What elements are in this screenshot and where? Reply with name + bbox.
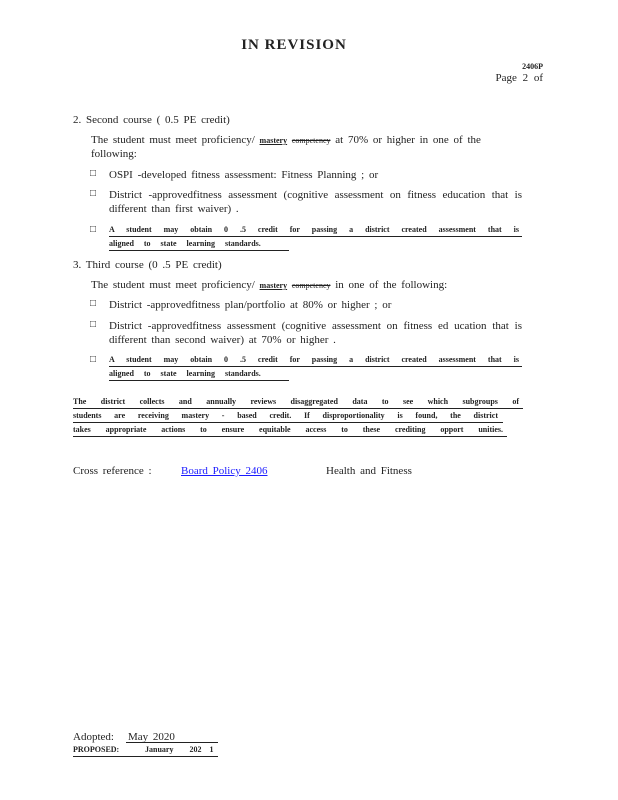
bullet-icon: □ <box>90 224 97 235</box>
intro-text-end: in one of the following: <box>335 279 448 291</box>
third-course-heading: 3. Third course (0 .5 PE credit) <box>73 259 222 271</box>
underline-rule <box>109 380 289 381</box>
underline-rule <box>73 436 507 437</box>
third-bullet-3: A student may obtain 0 .5 credit for passing a district created assessment that is <box>109 355 519 364</box>
bullet-icon: □ <box>90 319 97 330</box>
policy-code: 2406P <box>522 62 543 71</box>
second-course-intro <box>91 133 521 148</box>
second-bullet-2: District -approvedfitness assessment (cognitive assessment on fitness education that is <box>109 189 522 201</box>
second-bullet-1: OSPI -developed fitness assessment: Fitness Planning ; or <box>109 169 379 181</box>
third-course-intro <box>91 278 447 293</box>
third-bullet-3-cont: aligned to state learning standards. <box>109 369 261 378</box>
underline-rule <box>109 250 289 251</box>
underline-rule <box>109 236 522 237</box>
disaggregation-line-2: students are receiving mastery - based credit. If disproportionality is found, the district <box>73 411 498 420</box>
inserted-text: mastery <box>259 136 288 145</box>
third-bullet-2-cont: different than second waiver) at 70% or higher . <box>109 334 336 346</box>
bullet-icon: □ <box>90 354 97 365</box>
cross-reference-label: Cross reference : <box>73 465 152 477</box>
inserted-text: mastery <box>259 281 288 290</box>
disaggregation-line-3: takes appropriate actions to ensure equitable access to these crediting opport unities. <box>73 425 503 434</box>
underline-rule <box>73 408 523 409</box>
board-policy-link[interactable]: Board Policy 2406 <box>181 465 268 477</box>
second-course-intro-cont: following: <box>91 148 137 160</box>
bullet-icon: □ <box>90 168 97 179</box>
document-title: IN REVISION <box>241 37 347 53</box>
underline-rule <box>73 422 503 423</box>
bullet-icon: □ <box>90 188 97 199</box>
cross-reference-subject: Health and Fitness <box>326 465 412 477</box>
adopted-label: Adopted: <box>73 731 114 743</box>
second-course-heading: 2. Second course ( 0.5 PE credit) <box>73 114 230 126</box>
intro-text-end: at 70% or higher in one of the <box>335 134 481 146</box>
struck-text: competency <box>291 281 331 290</box>
disaggregation-line-1: The district collects and annually reviews disaggregated data to see which subgroups of <box>73 397 519 406</box>
third-bullet-1: District -approvedfitness plan/portfolio at 80% or higher ; or <box>109 299 392 311</box>
bullet-icon: □ <box>90 298 97 309</box>
second-bullet-3-cont: aligned to state learning standards. <box>109 239 261 248</box>
third-bullet-2: District -approvedfitness assessment (cognitive assessment on fitness ed ucation that is <box>109 320 522 332</box>
intro-text: The student must meet proficiency/ <box>91 279 255 291</box>
proposed-date: January 202 1 <box>145 745 214 754</box>
intro-text: The student must meet proficiency/ <box>91 134 255 146</box>
page-number: Page 2 of <box>495 72 543 84</box>
second-bullet-3: A student may obtain 0 .5 credit for passing a district created assessment that is <box>109 225 519 234</box>
proposed-label: PROPOSED: <box>73 745 120 754</box>
adopted-date: May 2020 <box>128 731 175 743</box>
struck-text: competency <box>291 136 331 145</box>
underline-rule <box>109 366 522 367</box>
underline-rule <box>126 742 218 743</box>
underline-rule <box>73 756 218 757</box>
second-bullet-2-cont: different than first waiver) . <box>109 203 239 215</box>
